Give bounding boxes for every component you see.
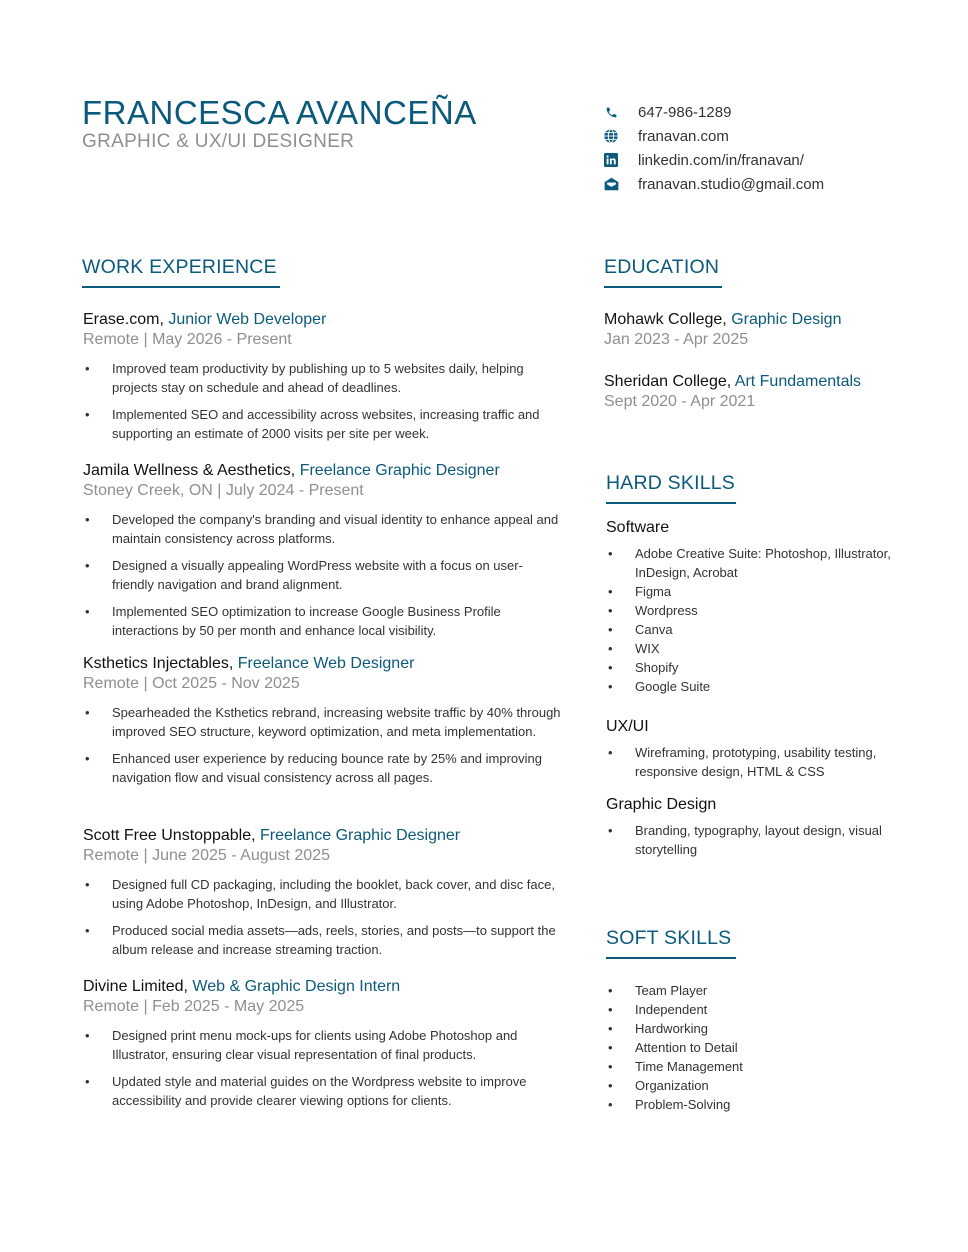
skill-item: • Shopify	[606, 658, 906, 677]
job-company: Ksthetics Injectables,	[83, 655, 234, 672]
job-role: Freelance Graphic Designer	[299, 462, 500, 479]
education-dates: Sept 2020 - Apr 2021	[604, 393, 756, 410]
job-entry	[83, 655, 563, 795]
job-bullets	[83, 359, 563, 443]
job-heading	[83, 462, 563, 480]
education-item	[604, 373, 944, 411]
job-heading	[83, 978, 563, 996]
skill-item: • Canva	[606, 620, 906, 639]
hard-skills-heading: HARD SKILLS	[606, 472, 736, 504]
skill-group-software	[606, 519, 906, 696]
soft-skills-heading: SOFT SKILLS	[606, 927, 736, 959]
education-dates: Jan 2023 - Apr 2025	[604, 331, 749, 348]
job-company: Scott Free Unstoppable,	[83, 827, 256, 844]
education-school-line	[604, 373, 944, 391]
skill-group-uxui	[606, 718, 906, 781]
contact-website	[603, 124, 943, 148]
skill-item: • Team Player	[606, 981, 906, 1000]
skill-item: • Google Suite	[606, 677, 906, 696]
skill-list	[606, 743, 906, 781]
skill-item: • Independent	[606, 1000, 906, 1019]
contact-email	[603, 172, 943, 196]
job-bullet: • Improved team productivity by publishing up to 5 websites daily, helping projects stay on schedule and ahead of deadlines.	[83, 359, 563, 397]
skill-group-title: Graphic Design	[606, 796, 717, 813]
work-experience-heading: WORK EXPERIENCE	[82, 256, 280, 288]
job-bullet: • Implemented SEO optimization to increase Google Business Profile interactions by 50 per month and enhance local visibility.	[83, 602, 563, 640]
skill-group-graphic-design	[606, 796, 906, 859]
job-bullet: • Produced social media assets—ads, reels, stories, and posts—to support the album release and increase streaming traction.	[83, 921, 563, 959]
work-experience-heading-wrap	[82, 256, 282, 288]
education-heading: EDUCATION	[604, 256, 722, 288]
job-entry	[83, 462, 563, 648]
skill-item: • Attention to Detail	[606, 1038, 906, 1057]
education-heading-wrap	[604, 256, 722, 288]
job-bullets	[83, 703, 563, 787]
job-role: Web & Graphic Design Intern	[192, 978, 401, 995]
job-bullet: • Implemented SEO and accessibility across websites, increasing traffic and supporting an estimate of 2000 visits per site per week.	[83, 405, 563, 443]
job-role: Junior Web Developer	[168, 311, 327, 328]
resume-title: GRAPHIC & UX/UI DESIGNER	[82, 131, 355, 152]
skill-item: • Wireframing, prototyping, usability testing, responsive design, HTML & CSS	[606, 743, 906, 781]
job-role: Freelance Graphic Designer	[260, 827, 461, 844]
contact-linkedin-text[interactable]: linkedin.com/in/franavan/	[638, 151, 804, 169]
skill-list	[606, 821, 906, 859]
hard-skills-heading-wrap	[606, 472, 736, 504]
skill-item: • Adobe Creative Suite: Photoshop, Illustrator, InDesign, Acrobat	[606, 544, 906, 582]
skill-item: • Time Management	[606, 1057, 906, 1076]
education-school-line	[604, 311, 944, 329]
job-entry	[83, 978, 563, 1118]
soft-skills-block	[606, 981, 906, 1114]
education-program: Art Fundamentals	[734, 373, 862, 390]
soft-skills-heading-wrap	[606, 927, 736, 959]
job-bullets	[83, 875, 563, 959]
job-heading	[83, 311, 563, 329]
mail-icon	[603, 176, 619, 192]
job-bullets	[83, 510, 563, 640]
job-bullet: • Designed full CD packaging, including the booklet, back cover, and disc face, using Adobe Photoshop, InDesign, and Illustrator.	[83, 875, 563, 913]
education-item	[604, 311, 944, 349]
skill-list	[606, 544, 906, 696]
skill-group-title: Software	[606, 519, 670, 536]
skill-item: • Hardworking	[606, 1019, 906, 1038]
skill-item: • WIX	[606, 639, 906, 658]
job-heading	[83, 827, 563, 845]
job-bullet: • Enhanced user experience by reducing bounce rate by 25% and improving navigation flow and visual consistency across all pages.	[83, 749, 563, 787]
job-bullets	[83, 1026, 563, 1110]
job-entry	[83, 827, 563, 967]
contact-phone-text[interactable]: 647-986-1289	[638, 103, 732, 121]
education-school: Mohawk College,	[604, 311, 727, 328]
job-bullet: • Updated style and material guides on the Wordpress website to improve accessibility and provide clearer viewing options for clients.	[83, 1072, 563, 1110]
job-meta: Remote | Oct 2025 - Nov 2025	[83, 675, 300, 692]
skill-item: • Figma	[606, 582, 906, 601]
education-program: Graphic Design	[731, 311, 842, 328]
job-company: Jamila Wellness & Aesthetics,	[83, 462, 296, 479]
resume-name: FRANCESCA AVANCEÑA	[82, 94, 477, 131]
education-school: Sheridan College,	[604, 373, 732, 390]
job-heading	[83, 655, 563, 673]
job-meta: Remote | June 2025 - August 2025	[83, 847, 330, 864]
skill-group-title: UX/UI	[606, 718, 649, 735]
job-bullet: • Designed a visually appealing WordPress website with a focus on user-friendly navigation and brand alignment.	[83, 556, 563, 594]
contact-phone	[603, 100, 943, 124]
job-meta: Remote | Feb 2025 - May 2025	[83, 998, 305, 1015]
skill-item: • Wordpress	[606, 601, 906, 620]
skill-item: • Problem-Solving	[606, 1095, 906, 1114]
skill-item: • Organization	[606, 1076, 906, 1095]
contact-linkedin	[603, 148, 943, 172]
globe-icon	[603, 128, 619, 144]
contact-website-text[interactable]: franavan.com	[638, 127, 729, 145]
phone-icon	[603, 104, 619, 120]
job-entry	[83, 311, 563, 451]
job-bullet: • Designed print menu mock-ups for clients using Adobe Photoshop and Illustrator, ensuring clear visual representation of final products.	[83, 1026, 563, 1064]
job-company: Erase.com,	[83, 311, 164, 328]
job-meta: Remote | May 2026 - Present	[83, 331, 292, 348]
contact-block	[603, 100, 943, 196]
linkedin-icon	[603, 152, 619, 168]
job-company: Divine Limited,	[83, 978, 188, 995]
job-bullet: • Developed the company's branding and visual identity to enhance appeal and maintain consistency across platforms.	[83, 510, 563, 548]
contact-email-text[interactable]: franavan.studio@gmail.com	[638, 175, 825, 193]
job-meta: Stoney Creek, ON | July 2024 - Present	[83, 482, 364, 499]
job-bullet: • Spearheaded the Ksthetics rebrand, increasing website traffic by 40% through improved SEO structure, keyword optimization, and meta implementation.	[83, 703, 563, 741]
job-role: Freelance Web Designer	[237, 655, 415, 672]
skill-item: • Branding, typography, layout design, visual storytelling	[606, 821, 906, 859]
skill-list	[606, 981, 906, 1114]
